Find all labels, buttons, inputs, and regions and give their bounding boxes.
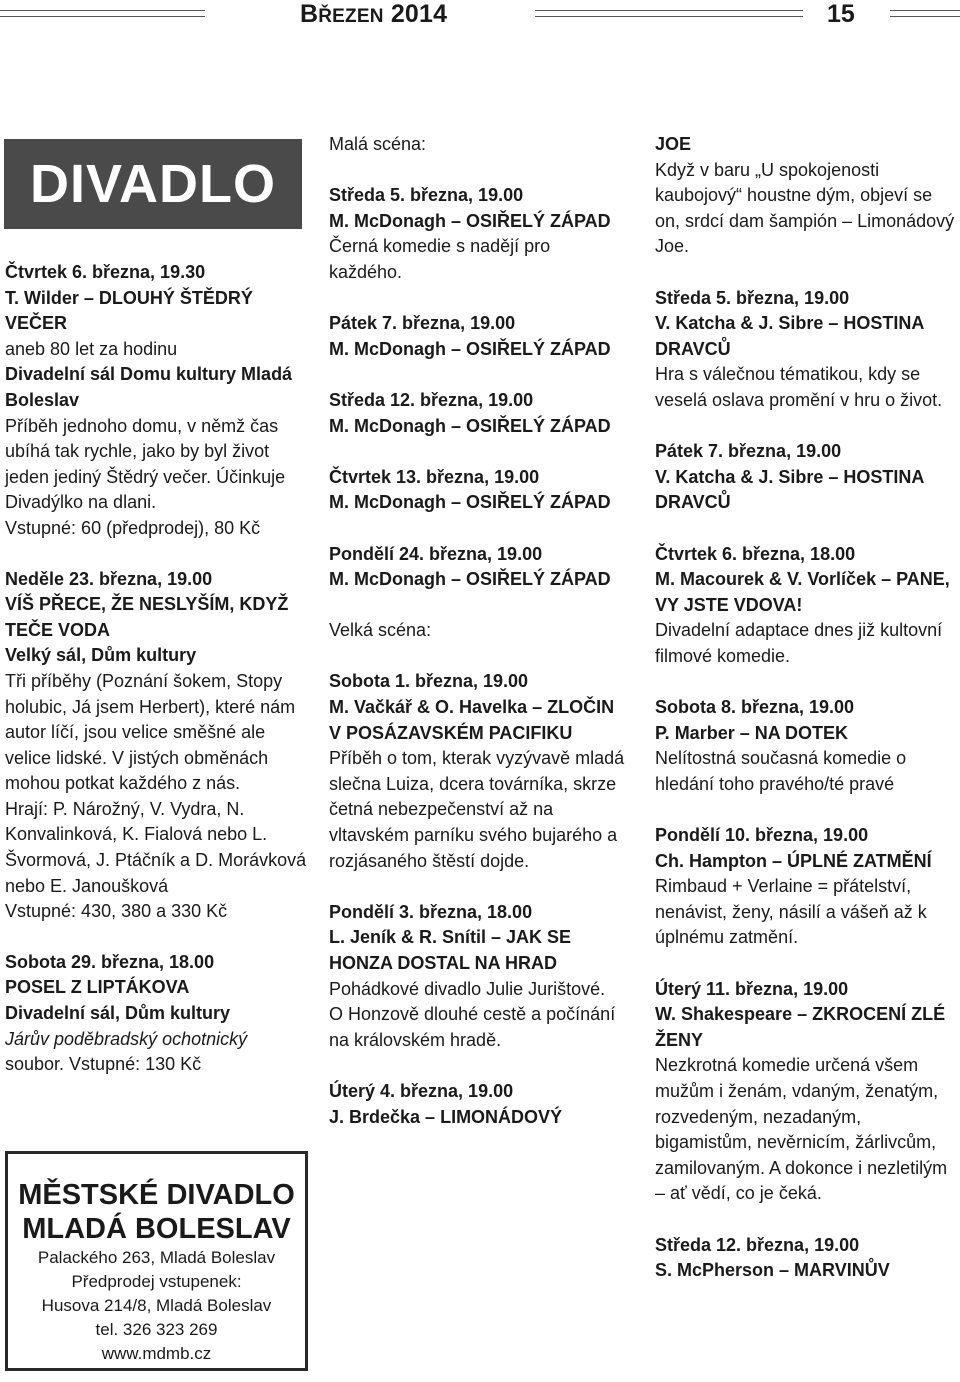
event-date: Pondělí 10. března, 19.00 bbox=[655, 825, 869, 846]
event-description: Járův poděbradský ochotnický soubor. Vstupné: 130 Kč bbox=[5, 1028, 248, 1075]
event-price: Vstupné: 60 (předprodej), 80 Kč bbox=[5, 517, 261, 538]
event-title: M. McDonagh – OSIŘELÝ ZÁPAD bbox=[329, 210, 611, 231]
column-left bbox=[5, 260, 310, 1078]
event-description: Příběh jednoho domu, v němž čas ubíhá tak rychle, jako by byl život jeden jediný Štědrý večer. Účinkuje Divadýlko na dlani. bbox=[5, 415, 286, 513]
event-description: Nelítostná současná komedie o hledání toho pravého/té pravé bbox=[655, 748, 907, 794]
event-title: V. Katcha & J. Sibre – HOSTINA DRAVCŮ bbox=[655, 466, 924, 513]
event-title: P. Marber – NA DOTEK bbox=[655, 722, 849, 743]
event-date: Úterý 4. března, 19.00 bbox=[329, 1080, 514, 1101]
theatre-phone: tel. 326 323 269 bbox=[95, 1320, 218, 1339]
header-rule-right bbox=[890, 9, 960, 20]
event-date: Sobota 8. března, 19.00 bbox=[655, 697, 855, 718]
event-subtitle: aneb 80 let za hodinu bbox=[5, 338, 178, 359]
presale-label: Předprodej vstupenek: bbox=[71, 1272, 242, 1291]
event-title: V. Katcha & J. Sibre – HOSTINA DRAVCŮ bbox=[655, 313, 924, 359]
event-venue: Velký sál, Dům kultury bbox=[5, 645, 197, 666]
event-title: T. Wilder – DLOUHÝ ŠTĚDRÝ VEČER bbox=[5, 287, 253, 334]
event-date: Čtvrtek 6. března, 19.30 bbox=[5, 262, 206, 282]
event-description: Když v baru „U spokojenosti kaubojový“ houstne dým, objeví se on, srdcí dam šampión – Limonádový Joe. bbox=[655, 159, 955, 257]
event-title: M. McDonagh – OSIŘELÝ ZÁPAD bbox=[329, 338, 611, 359]
event-description: Příběh o tom, kterak vyzývavě mladá slečna Luiza, dcera továrníka, skrze četná nebezpečenství až na vltavském parníku svého bujarého a rozjásaného štěstí dojde. bbox=[329, 748, 625, 871]
column-right bbox=[655, 132, 960, 1284]
event-date: Středa 5. března, 19.00 bbox=[655, 287, 850, 308]
event-date: Pondělí 3. března, 18.00 bbox=[329, 901, 533, 922]
event-title: M. McDonagh – OSIŘELÝ ZÁPAD bbox=[329, 415, 611, 436]
header-rule-left bbox=[0, 9, 205, 20]
event-description: Tři příběhy (Poznání šokem, Stopy holubic, Já jsem Herbert), které nám autor líčí, jsou velice směšné ale velice lidské. V jistých obměnách mohou potkat každého z nás. bbox=[5, 670, 296, 794]
event-description: O Honzově dlouhé cestě a počínání na královském hradě. bbox=[329, 1004, 616, 1050]
event-title: W. Shakespeare – ZKROCENÍ ZLÉ ŽENY bbox=[655, 1004, 946, 1050]
event-title: L. Jeník & R. Snítil – JAK SE HONZA DOSTAL NA HRAD bbox=[329, 927, 572, 973]
event-date: Pátek 7. března, 19.00 bbox=[655, 441, 842, 462]
event-description: Nezkrotná komedie určená všem mužům i ženám, vdaným, ženatým, rozvedeným, nezadaným, bigamistům, nevěrnicím, žárlivcům, zamilovaným. A dokonce i nezletilým – ať vědí, co je čeká. bbox=[655, 1055, 948, 1204]
event-title: M. Macourek & V. Vorlíček – PANE, VY JSTE VDOVA! bbox=[655, 569, 950, 615]
event-date: Sobota 1. března, 19.00 bbox=[329, 671, 529, 692]
stage-heading: Malá scéna: bbox=[329, 134, 427, 154]
event-date: Úterý 11. března, 19.00 bbox=[655, 978, 849, 999]
header-month-year: BŘEZEN 2014 bbox=[300, 0, 448, 28]
event-venue: Divadelní sál, Dům kultury bbox=[5, 1003, 231, 1024]
column-middle bbox=[329, 132, 625, 1130]
theatre-info-box bbox=[5, 1151, 308, 1371]
event-title: S. McPherson – MARVINŮV bbox=[655, 1260, 890, 1281]
event-title: M. McDonagh – OSIŘELÝ ZÁPAD bbox=[329, 492, 611, 513]
theatre-address: Palackého 263, Mladá Boleslav bbox=[37, 1248, 276, 1267]
event-description: Divadelní adaptace dnes již kultovní filmové komedie. bbox=[655, 620, 943, 666]
header-rule-middle bbox=[535, 9, 803, 20]
event-description: Rimbaud + Verlaine = přátelství, nenávist, ženy, násilí a vášeň až k úplnému zatmění. bbox=[655, 876, 927, 948]
event-title: JOE bbox=[655, 134, 692, 154]
theatre-name: MĚSTSKÉ DIVADLO MLADÁ BOLESLAV bbox=[18, 1179, 295, 1245]
event-date: Sobota 29. března, 18.00 bbox=[5, 951, 215, 972]
event-price: Vstupné: 430, 380 a 330 Kč bbox=[5, 901, 228, 922]
event-cast: Hrají: P. Nárožný, V. Vydra, N. Konvalinková, K. Fialová nebo L. Švormová, J. Ptáčník a D. Morávková nebo E. Janoušková bbox=[5, 798, 307, 896]
event-date: Pondělí 24. března, 19.00 bbox=[329, 543, 543, 564]
event-date: Čtvrtek 6. března, 18.00 bbox=[655, 543, 856, 564]
page-number: 15 bbox=[827, 0, 855, 28]
event-venue: Divadelní sál Domu kultury Mladá Boleslav bbox=[5, 364, 293, 410]
event-title: VÍŠ PŘECE, ŽE NESLYŠÍM, KDYŽ TEČE VODA bbox=[5, 594, 289, 640]
event-title: Ch. Hampton – ÚPLNÉ ZATMĚNÍ bbox=[655, 850, 932, 871]
theatre-website[interactable]: www.mdmb.cz bbox=[101, 1344, 212, 1363]
event-description: Černá komedie s nadějí pro každého. bbox=[329, 236, 551, 282]
event-title: J. Brdečka – LIMONÁDOVÝ bbox=[329, 1106, 563, 1127]
event-title: POSEL Z LIPTÁKOVA bbox=[5, 977, 190, 998]
event-date: Čtvrtek 13. března, 19.00 bbox=[329, 466, 540, 487]
event-date: Pátek 7. března, 19.00 bbox=[329, 313, 516, 334]
event-date: Středa 5. března, 19.00 bbox=[329, 185, 524, 206]
event-date: Středa 12. března, 19.00 bbox=[655, 1234, 860, 1255]
presale-address: Husova 214/8, Mladá Boleslav bbox=[41, 1296, 272, 1315]
event-title: M. Vačkář & O. Havelka – ZLOČIN V POSÁZAVSKÉM PACIFIKU bbox=[329, 697, 615, 743]
event-title: M. McDonagh – OSIŘELÝ ZÁPAD bbox=[329, 569, 611, 590]
section-title-banner: DIVADLO bbox=[4, 139, 302, 229]
event-description: Hra s válečnou tématikou, kdy se veselá oslava promění v hru o život. bbox=[655, 364, 943, 410]
event-date: Středa 12. března, 19.00 bbox=[329, 389, 534, 410]
stage-heading: Velká scéna: bbox=[329, 620, 432, 641]
event-description: Pohádkové divadlo Julie Jurištové. bbox=[329, 978, 606, 999]
event-date: Neděle 23. března, 19.00 bbox=[5, 568, 213, 589]
